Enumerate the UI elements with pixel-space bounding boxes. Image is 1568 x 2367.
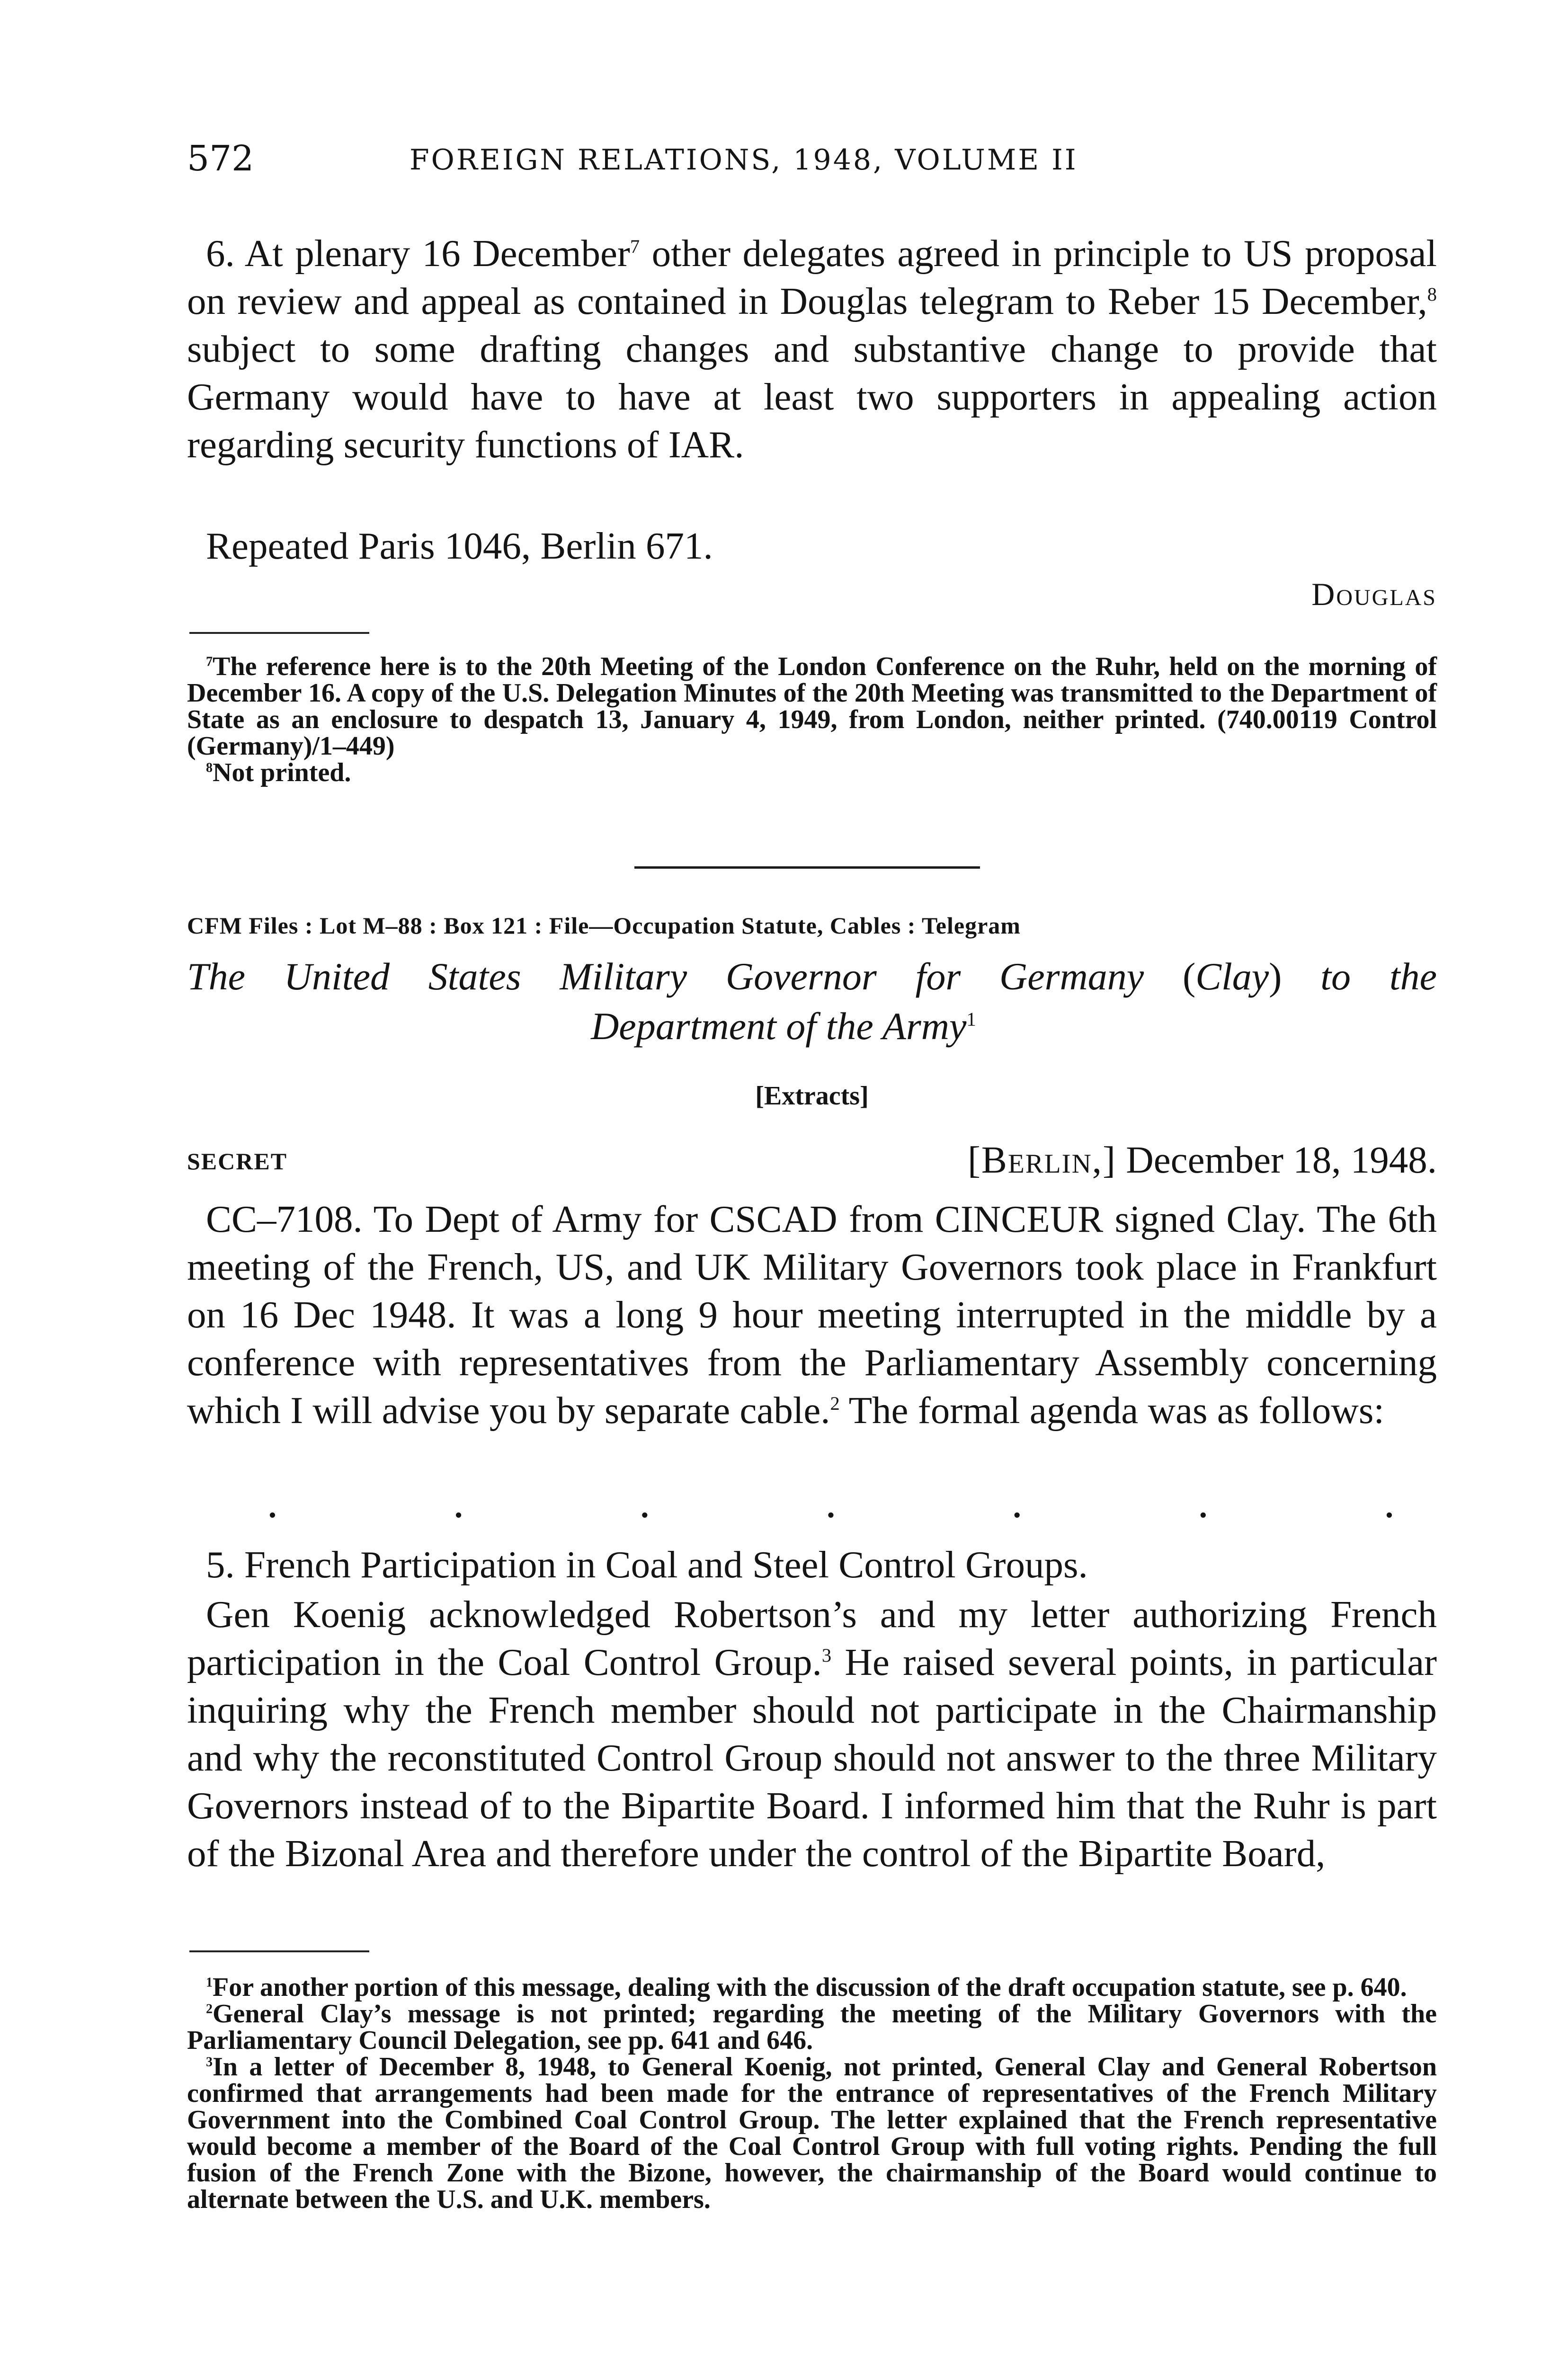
running-head: FOREIGN RELATIONS, 1948, VOLUME II [410,143,1078,177]
signature: Douglas [1311,576,1437,612]
classification-label: SECRET [187,1148,288,1175]
footnote-ref: 7 [630,236,640,257]
footnote-3: $^3$In a letter of December 8, 1948, to General Koenig, not printed, General Clay and General Robertson confirmed that arrangements had been made for the entrance of representatives of the French Military Government into the Combined Coal Control Group. The letter explained that the French representative would become a member of the Board of the Coal Control Group with full voting rights. Pending the full fusion of the French Zone with the Bizone, however, the chairmanship of the Board would continue to alternate between the U.S. and U.K. members. [187,2052,1437,2214]
omission-ellipsis: . . . . . . . [267,1491,1394,1524]
koenig-paragraph: Gen Koenig acknowledged Robertson’s and my letter authorizing French participation in the Coal Control Group.$^3$ He raised several points, in particular inquiring why the French member should not participate in the Chairmanship and why the reconstituted Control Group should not answer to the three Military Governors instead of to the Bipartite Board. I informed him that the Ruhr is part of the Bizonal Area and therefore under the control of the Bipartite Board, [187,1593,1437,1875]
footnotes-bottom [187,1974,1437,2213]
date-line: [Berlin,] December 18, 1948. [967,1139,1437,1181]
section-5-heading: 5. French Participation in Coal and Steel Control Groups. [206,1543,1088,1586]
telegram-paragraph: CC–7108. To Dept of Army for CSCAD from CINCEUR signed Clay. The 6th meeting of the French, US, and UK Military Governors took place in Frankfurt on 16 Dec 1948. It was a long 9 hour meeting interrupted in the middle by a conference with representatives from the Parliamentary Assembly concerning which I will advise you by separate cable.$^2$ The formal agenda was as follows: [187,1198,1437,1432]
paragraph-6: 6. At plenary 16 December$^7$ other delegates agreed in principle to US proposal on review and appeal as contained in Douglas telegram to Reber 15 December,$^8$ subject to some drafting changes and substantive change to provide that Germany would have to have at least two supporters in appealing action regarding security functions of IAR. [187,232,1437,466]
footnotes-top [187,653,1437,786]
footnote-1: $^1$For another portion of this message, dealing with the discussion of the draft occupation statute, see p. 640. [206,1973,1407,2002]
dateline [187,1136,1437,1184]
footnote-8: $^8$Not printed. [206,758,351,787]
footnote-rule [189,1950,369,1952]
footnote-rule [189,632,369,634]
document-title: The United States Military Governor for Germany (Clay) to the Department of the Army$^1$ [187,955,1437,1048]
footnote-7: $^7$The reference here is to the 20th Meeting of the London Conference on the Ruhr, held on the morning of December 16. A copy of the U.S. Delegation Minutes of the 20th Meeting was transmitted to the Department of State as an enclosure to despatch 13, January 4, 1949, from London, neither printed. (740.00119 Control (Germany)/1–449) [187,652,1437,761]
extracts-label: [Extracts] [755,1081,869,1111]
repeated-line: Repeated Paris 1046, Berlin 671. [206,525,713,567]
footnote-ref: 2 [830,1393,840,1414]
footnote-ref: 3 [821,1645,832,1666]
footnote-ref: 8 [1427,284,1437,305]
footnote-ref: 1 [966,1008,976,1030]
page-header [187,135,1437,187]
document-separator [634,866,980,869]
page-number: 572 [187,138,254,179]
source-line: CFM Files : Lot M–88 : Box 121 : File—Occupation Statute, Cables : Telegram [187,912,1021,939]
footnote-2: $^2$General Clay’s message is not printed; regarding the meeting of the Military Governors with the Parliamentary Council Delegation, see pp. 641 and 646. [187,1999,1437,2055]
